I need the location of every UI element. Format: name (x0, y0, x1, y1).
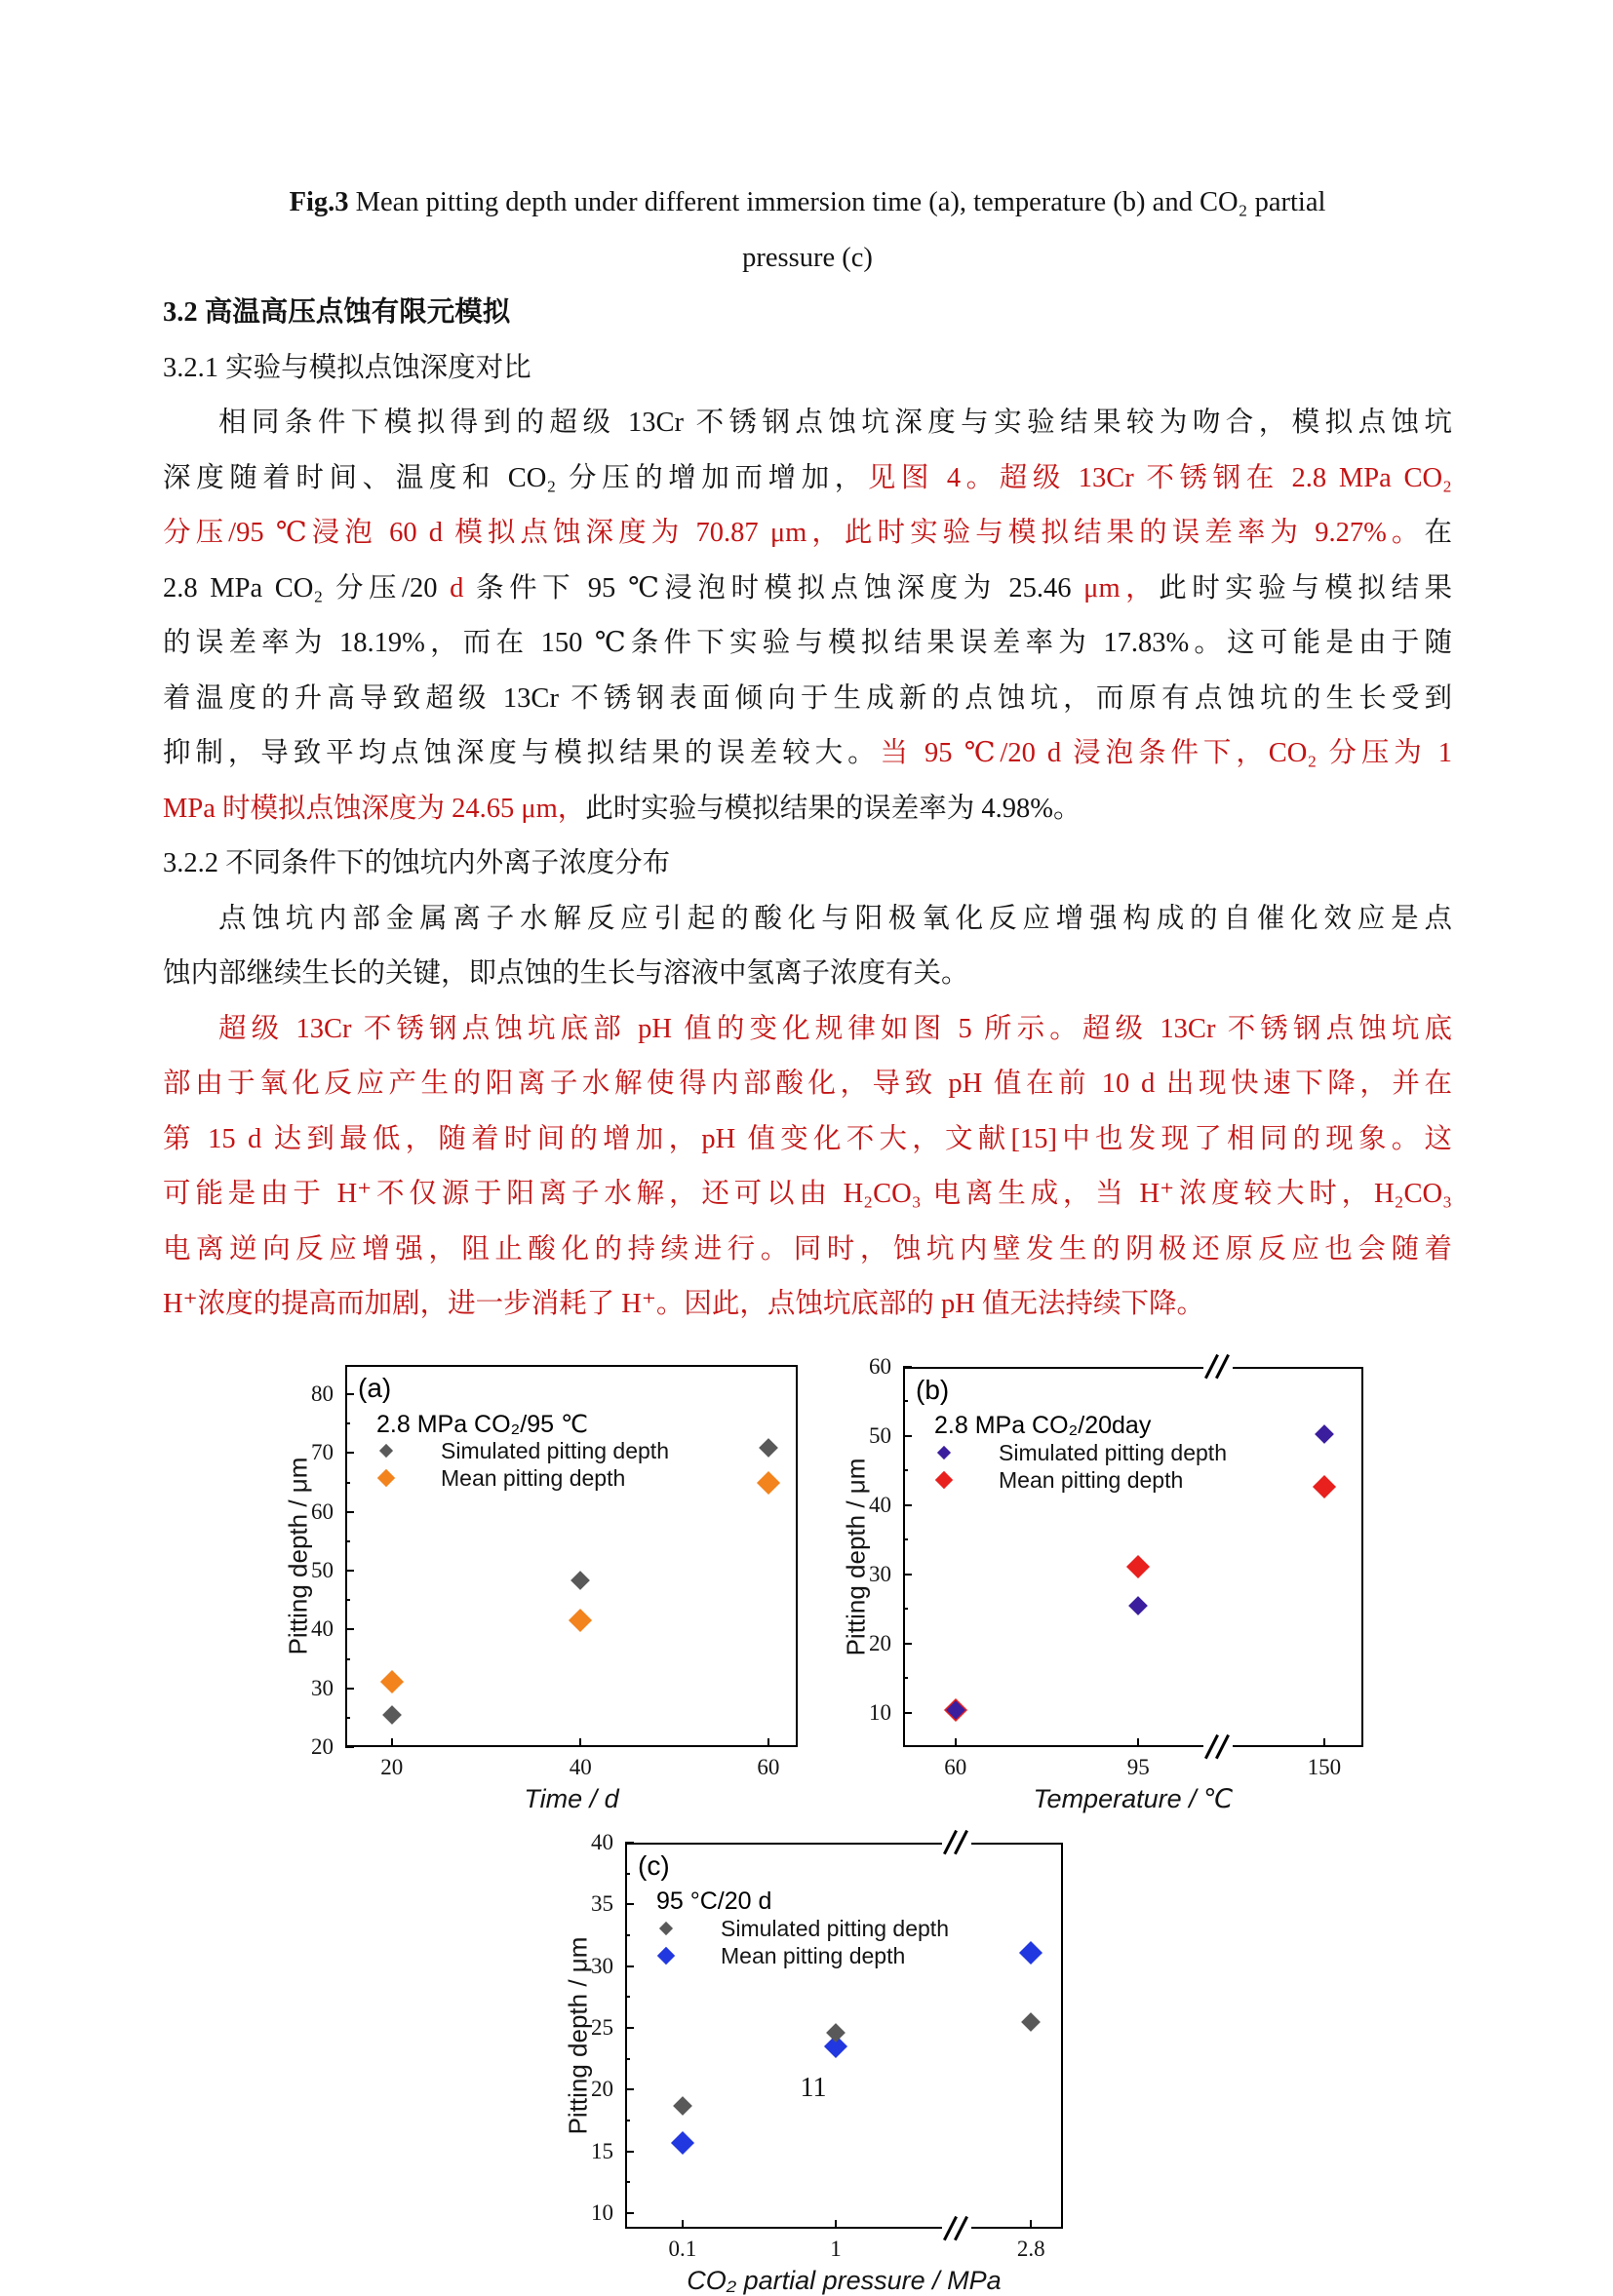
y-minor-tick (625, 2058, 630, 2060)
text-line-3 (163, 286, 1452, 341)
legend-label: Simulated pitting depth (721, 1916, 949, 1941)
y-tick (625, 2088, 634, 2090)
text-run: 此时实验与模拟结果的误差率为 4.98%。 (585, 793, 1082, 824)
x-tick-label: 0.1 (668, 2237, 697, 2261)
y-minor-tick (345, 1422, 350, 1424)
y-tick-label: 20 (311, 1734, 334, 1759)
text-line-20 (163, 1223, 1452, 1278)
x-tick-label: 60 (944, 1755, 967, 1779)
legend-item (658, 1917, 951, 1940)
condition-annotation: 2.8 MPa CO₂/95 ℃ (376, 1411, 589, 1438)
text-run: 此时实验与模拟结果 (1159, 572, 1452, 603)
x-tick (391, 1738, 393, 1747)
panel-label: (a) (358, 1373, 392, 1403)
legend-diamond-icon (659, 1922, 673, 1935)
x-tick-label: 2.8 (1016, 2237, 1045, 2261)
y-minor-tick (903, 1608, 908, 1610)
y-minor-tick (903, 1677, 908, 1679)
x-axis-title: Time / d (524, 1784, 619, 1813)
text-run: Mean pitting depth under different immersion time (a), temperature (b) and CO₂ partial (348, 187, 1326, 217)
y-tick-label: 35 (591, 1891, 613, 1917)
y-tick (625, 2151, 634, 2153)
revised-text-run: 部由于氧化反应产生的阳离子水解使得内部酸化，导致 pH 值在前 10 d 出现快速下降，并在 (163, 1069, 1452, 1099)
text-run: 着温度的升高导致超级 13Cr 不锈钢表面倾向于生成新的点蚀坑，而原有点蚀坑的生长受到 (163, 682, 1452, 714)
text-run: 蚀内部继续生长的关键，即点蚀的生长与溶液中氢离子浓度有关。 (163, 958, 969, 989)
text-line-14 (163, 892, 1452, 948)
x-tick (1030, 2220, 1032, 2229)
axis-break-icon (1203, 1356, 1233, 1378)
text-run: 深度随着时间、温度和 CO₂ 分压的增加而增加， (163, 462, 868, 493)
axis-break-icon (942, 1832, 971, 1853)
x-tick (579, 1738, 581, 1747)
y-minor-tick (345, 1599, 350, 1601)
x-tick (767, 1738, 769, 1747)
text-run: 条件下 95 ℃浸泡时模拟点蚀深度为 25.46 (463, 572, 1084, 603)
x-tick-label: 60 (757, 1755, 780, 1779)
x-tick-label: 1 (830, 2237, 842, 2261)
legend-item (936, 1468, 1229, 1492)
text-line-21 (163, 1277, 1452, 1333)
y-minor-tick (625, 1934, 630, 1936)
y-tick (903, 1643, 912, 1645)
text-line-16 (163, 1002, 1452, 1058)
revised-text-run: MPa 时模拟点蚀深度为 24.65 μm， (163, 793, 586, 824)
legend-label: Simulated pitting depth (441, 1438, 669, 1463)
legend-item (378, 1439, 671, 1462)
y-tick (625, 1903, 634, 1905)
text-line-12 (163, 782, 1452, 837)
panel-label: (b) (916, 1375, 950, 1405)
chart-a (283, 1365, 798, 1813)
y-tick-label: 30 (311, 1675, 334, 1700)
y-minor-tick (903, 1538, 908, 1540)
y-minor-tick (903, 1400, 908, 1402)
x-tick (835, 2220, 837, 2229)
y-minor-tick (625, 1873, 630, 1875)
text-run: Fig.3 (289, 187, 349, 217)
y-minor-tick (625, 2120, 630, 2121)
legend-label: Simulated pitting depth (999, 1440, 1227, 1465)
y-tick (903, 1366, 912, 1368)
legend-diamond-icon (657, 1947, 675, 1965)
y-minor-tick (345, 1482, 350, 1484)
y-tick (903, 1435, 912, 1437)
legend-diamond-icon (935, 1471, 953, 1489)
axis-break-icon (942, 2218, 971, 2239)
y-tick-label: 60 (311, 1498, 334, 1524)
revised-text-run: H⁺浓度的提高而加剧，进一步消耗了 H⁺。因此，点蚀坑底部的 pH 值无法持续下降。 (163, 1289, 1204, 1319)
text-run: pressure (c) (742, 242, 873, 273)
condition-annotation: 2.8 MPa CO₂/20day (934, 1412, 1152, 1439)
panel-label: (c) (638, 1850, 670, 1881)
x-tick (682, 2220, 684, 2229)
text-line-17 (163, 1057, 1452, 1112)
y-axis-title: Pitting depth / μm (283, 1457, 313, 1655)
text-run: 3.2 高温高压点蚀有限元模拟 (163, 297, 511, 328)
y-minor-tick (903, 1469, 908, 1471)
y-tick-label: 10 (869, 1699, 891, 1725)
revised-text-run: 可能是由于 H⁺不仅源于阳离子水解，还可以由 H₂CO₃ 电离生成，当 H⁺浓度较大时，H₂CO₃ (163, 1179, 1452, 1209)
revised-text-run: 电离逆向反应增强，阻止酸化的持续进行。同时，蚀坑内壁发生的阴极还原反应也会随着 (163, 1233, 1452, 1265)
text-line-11 (163, 726, 1452, 782)
y-tick (903, 1712, 912, 1714)
x-tick (955, 1738, 957, 1747)
y-tick-label: 15 (591, 2138, 613, 2163)
y-tick (345, 1452, 354, 1454)
revised-text-run: 当 95 ℃/20 d 浸泡条件下，CO₂ 分压为 1 (880, 738, 1452, 768)
y-axis-title: Pitting depth / μm (841, 1458, 871, 1656)
text-line-15 (163, 947, 1452, 1002)
x-tick (1323, 1738, 1325, 1747)
revised-text-run: 分压/95 ℃浸泡 60 d 模拟点蚀深度为 70.87 μm，此时实验与模拟结果的误差率为 9.27%。 (163, 518, 1425, 548)
text-run: 相同条件下模拟得到的超级 13Cr 不锈钢点蚀坑深度与实验结果较为吻合，模拟点蚀坑 (218, 408, 1452, 438)
y-axis-title: Pitting depth / μm (563, 1936, 593, 2135)
text-line-18 (163, 1112, 1452, 1168)
condition-annotation: 95 °C/20 d (656, 1887, 772, 1915)
y-minor-tick (345, 1658, 350, 1660)
y-tick (903, 1574, 912, 1576)
y-tick (345, 1628, 354, 1630)
y-tick (345, 1570, 354, 1572)
x-axis-title: Temperature / ℃ (1033, 1784, 1234, 1813)
axis-break-icon (1203, 1736, 1233, 1758)
legend-diamond-icon (379, 1444, 393, 1458)
y-tick (345, 1746, 354, 1748)
y-tick-label: 30 (869, 1561, 891, 1586)
x-tick-label: 20 (380, 1755, 404, 1779)
y-minor-tick (625, 1996, 630, 1998)
y-tick-label: 40 (591, 1830, 613, 1854)
y-tick (345, 1511, 354, 1513)
revised-text-run: μm， (1083, 572, 1160, 603)
y-minor-tick (345, 1717, 350, 1719)
y-tick-label: 70 (311, 1440, 334, 1465)
text-run: 2.8 MPa CO₂ 分压/20 (163, 572, 451, 603)
y-tick (625, 2027, 634, 2029)
revised-text-run: d (450, 572, 464, 603)
y-tick-label: 40 (311, 1616, 334, 1642)
x-axis-title: CO₂ partial pressure / MPa (687, 2266, 1002, 2295)
y-tick-label: 60 (869, 1354, 891, 1379)
text-line-1 (163, 175, 1452, 231)
y-tick-label: 25 (591, 2015, 613, 2041)
legend-diamond-icon (937, 1446, 951, 1459)
text-line-4 (163, 341, 1452, 397)
text-line-8 (163, 562, 1452, 617)
legend-label: Mean pitting depth (441, 1465, 626, 1491)
text-line-9 (163, 616, 1452, 672)
legend-item (936, 1441, 1229, 1464)
body-text (163, 175, 1452, 1333)
y-tick-label: 20 (869, 1630, 891, 1655)
y-tick-label: 10 (591, 2200, 613, 2226)
y-tick-label: 40 (869, 1492, 891, 1517)
y-minor-tick (345, 1540, 350, 1542)
x-tick-label: 95 (1126, 1755, 1150, 1779)
x-tick (1137, 1738, 1139, 1747)
revised-text-run: 超级 13Cr 不锈钢点蚀坑底部 pH 值的变化规律如图 5 所示。超级 13Cr 不锈钢点蚀坑底 (218, 1013, 1452, 1044)
legend-label: Mean pitting depth (999, 1467, 1184, 1493)
text-line-10 (163, 672, 1452, 727)
y-tick-label: 50 (869, 1422, 891, 1448)
text-run: 点蚀坑内部金属离子水解反应引起的酸化与阳极氧化反应增强构成的自催化效应是点 (218, 903, 1452, 934)
y-tick (625, 1842, 634, 1844)
text-line-7 (163, 506, 1452, 562)
y-tick (345, 1393, 354, 1395)
legend-item (378, 1466, 671, 1490)
text-line-5 (163, 396, 1452, 451)
legend-item (658, 1944, 951, 1967)
page-number: 11 (800, 2073, 827, 2103)
revised-text-run: 见图 4。超级 13Cr 不锈钢在 2.8 MPa CO₂ (867, 462, 1452, 493)
y-tick (625, 1965, 634, 1967)
y-tick-label: 20 (591, 2077, 613, 2102)
text-run: 的误差率为 18.19%，而在 150 ℃条件下实验与模拟结果误差率为 17.83%。这可能是由于随 (163, 628, 1452, 658)
revised-text-run: 第 15 d 达到最低，随着时间的增加，pH 值变化不大，文献[15]中也发现了相同的现象。这 (163, 1123, 1452, 1154)
legend-label: Mean pitting depth (721, 1943, 906, 1968)
text-line-2 (163, 231, 1452, 287)
y-tick (903, 1504, 912, 1506)
text-run: 在 (1424, 518, 1452, 548)
y-tick-label: 50 (311, 1558, 334, 1583)
text-line-19 (163, 1167, 1452, 1223)
y-tick-label: 30 (591, 1953, 613, 1978)
chart-c (563, 1830, 1063, 2295)
y-minor-tick (625, 2181, 630, 2183)
y-tick (345, 1688, 354, 1690)
chart-b (841, 1354, 1363, 1813)
y-tick (625, 2212, 634, 2214)
x-tick-label: 40 (569, 1755, 592, 1779)
text-run: 3.2.2 不同条件下的蚀坑内外离子浓度分布 (163, 848, 671, 878)
legend-diamond-icon (377, 1469, 395, 1487)
x-tick-label: 150 (1307, 1755, 1342, 1779)
text-line-6 (163, 451, 1452, 507)
text-line-13 (163, 837, 1452, 892)
text-run: 抑制，导致平均点蚀深度与模拟结果的误差较大。 (163, 738, 881, 768)
y-tick-label: 80 (311, 1381, 334, 1407)
text-run: 3.2.1 实验与模拟点蚀深度对比 (163, 352, 531, 383)
